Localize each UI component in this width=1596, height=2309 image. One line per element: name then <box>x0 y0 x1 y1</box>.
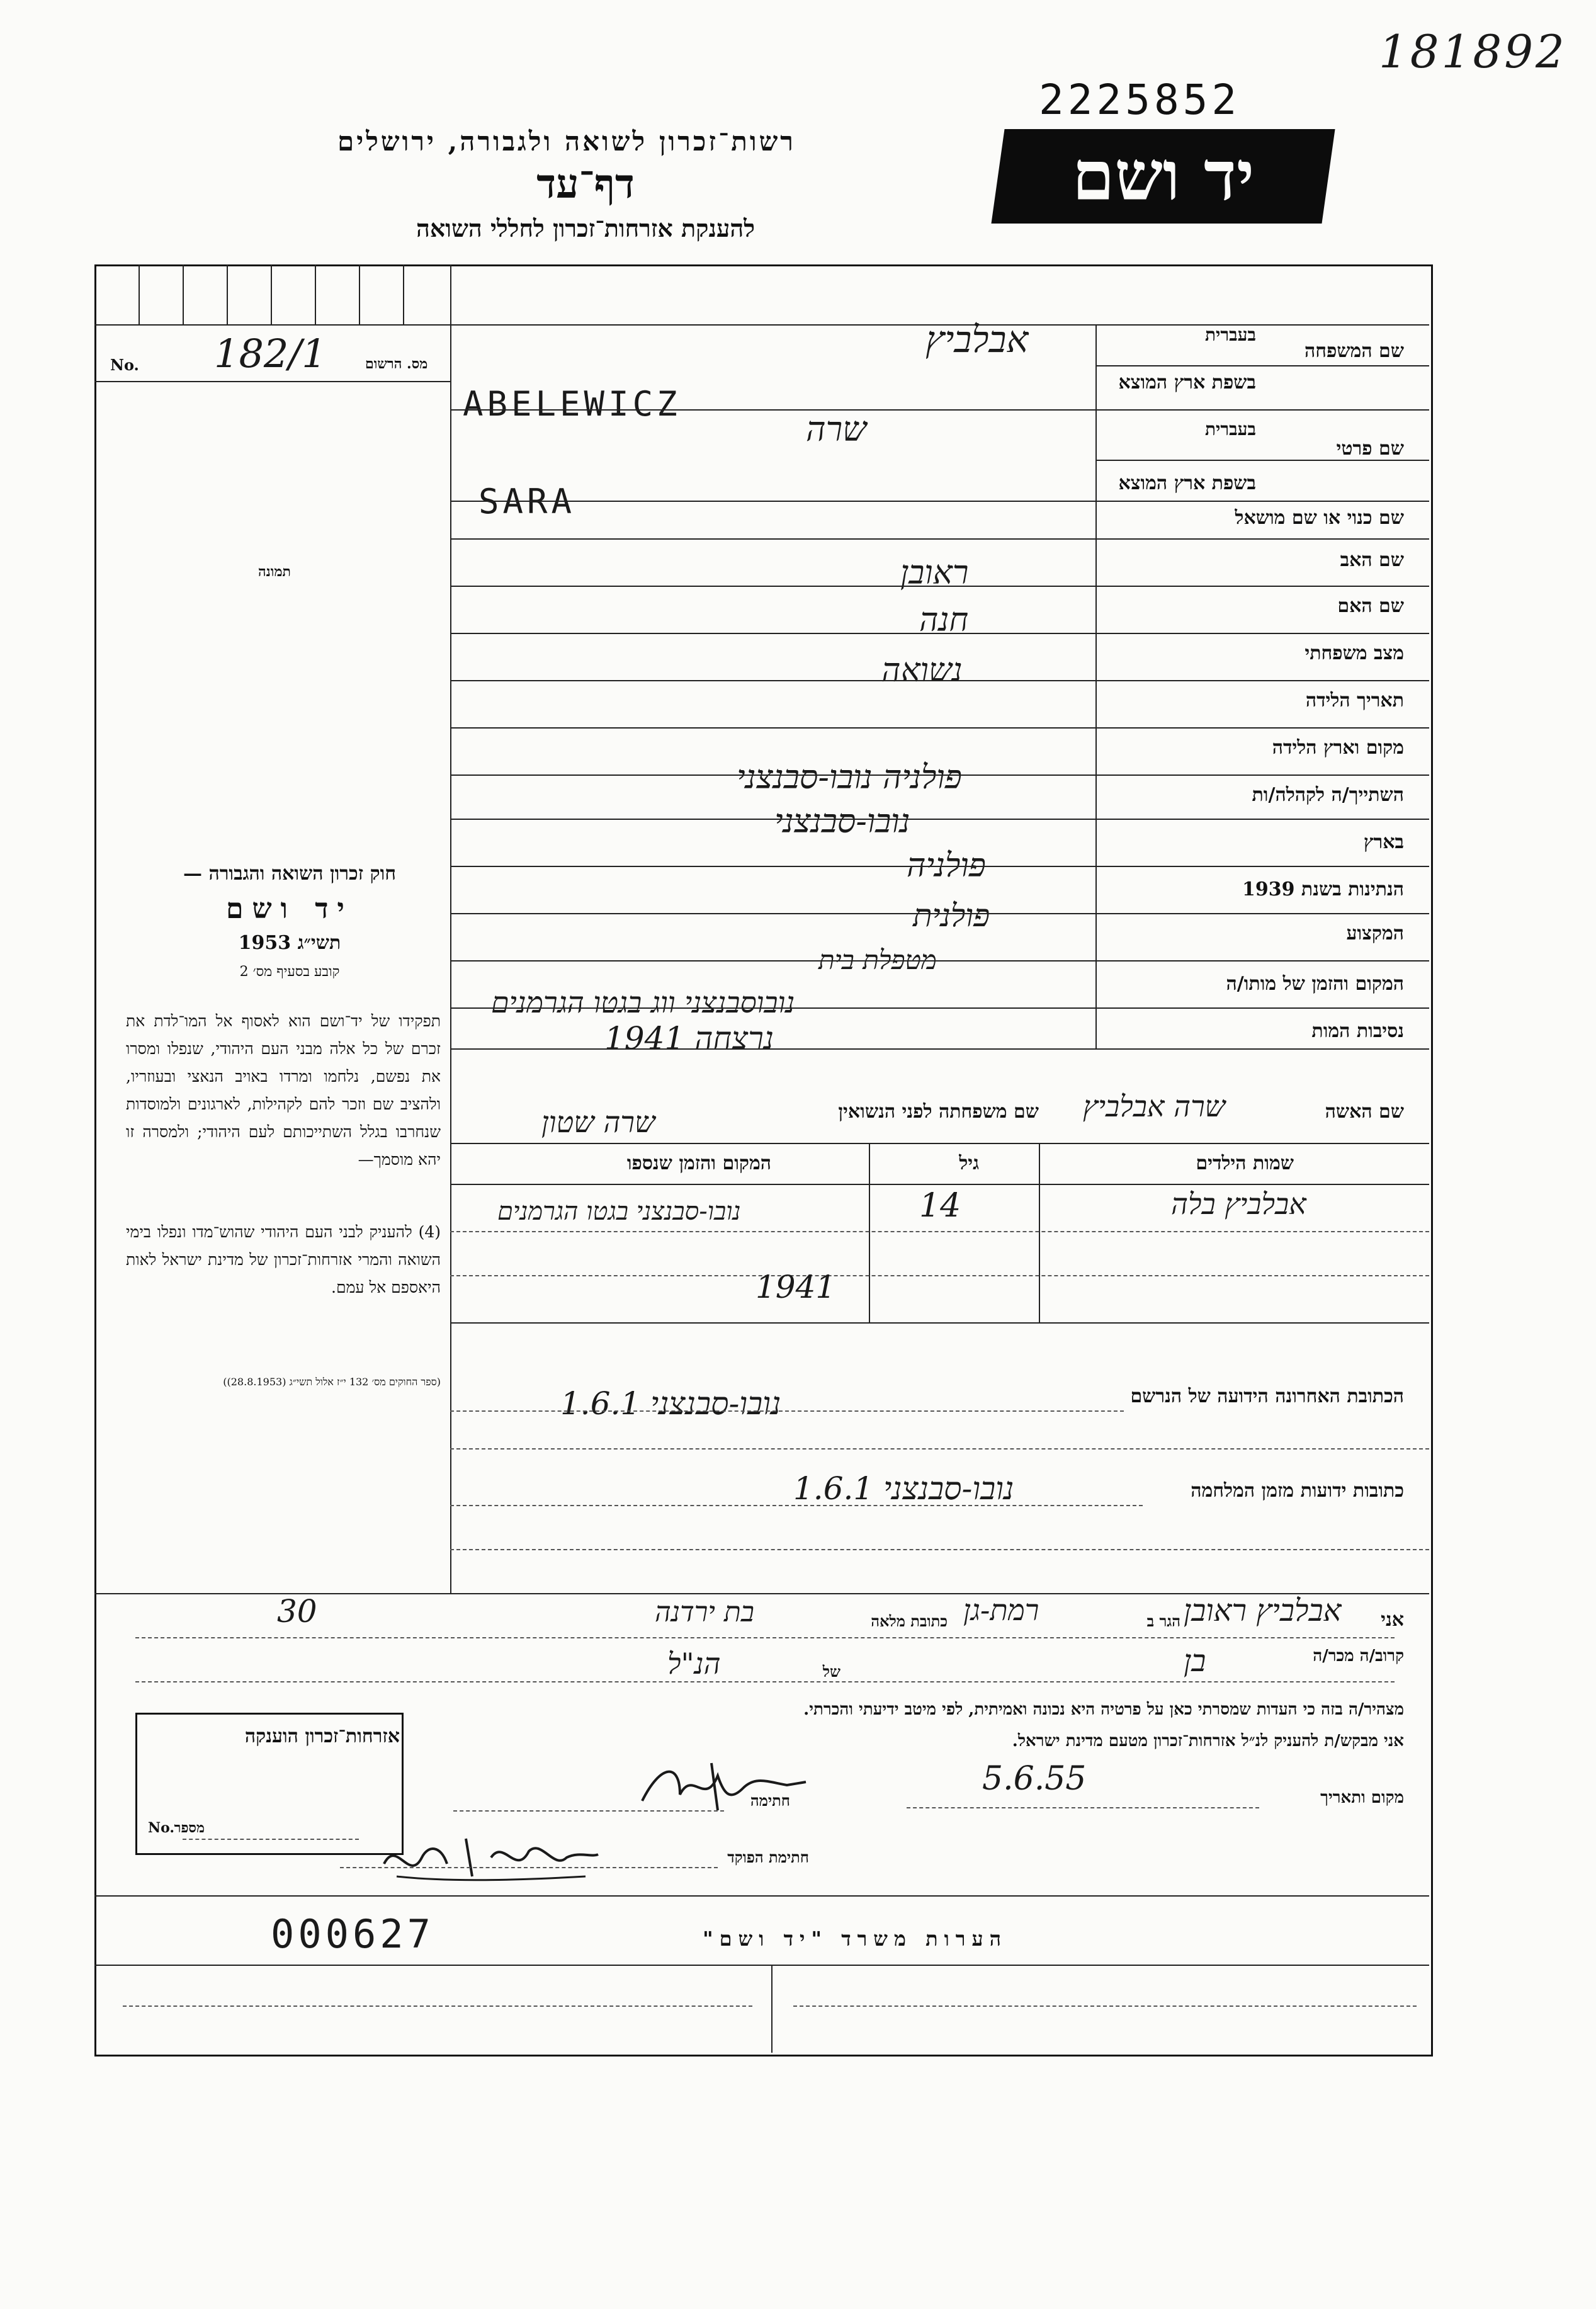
first-name-label: שם פרטי <box>1336 438 1404 460</box>
label-column-divider <box>1095 324 1097 1048</box>
father-name-label: שם האב <box>1340 549 1404 571</box>
serial-number: 2225852 <box>1039 76 1241 124</box>
child-death-place: נובו-סבנצני בגטו הגרמנים <box>497 1197 741 1226</box>
authority-name: רשות־זכרון לשואה ולגבורה, ירושלים <box>337 126 796 157</box>
last-address-value: נובו-סבנצני 1.6.1 <box>560 1385 781 1422</box>
children-header-age: גיל <box>959 1152 979 1174</box>
photo-label: תמונה <box>258 564 291 580</box>
family-name-hebrew-value: אבלביץ <box>925 318 1029 361</box>
left-column-divider <box>450 264 451 1593</box>
family-name-label: שם המשפחה <box>1304 340 1404 362</box>
children-header-place: המקום והזמן שנספו <box>626 1152 771 1174</box>
maiden-name-label: שם משפחתה לפני הנשואין <box>838 1101 1039 1123</box>
maiden-name-value: שרה שטון <box>541 1105 655 1139</box>
country-label: בארץ <box>1363 831 1404 853</box>
date-value: 5.6.55 <box>982 1760 1087 1798</box>
family-name-origin-sublabel: בשפת ארץ המוצא <box>1118 372 1256 394</box>
law-paragraph-2: (4) להעניק לבני העם היהודי שהוש־מדו ונפלו בימי השואה והמרי אזרחות־זכרון של מדינת ישראל לאות היאספם אל עמם. <box>126 1223 441 1296</box>
first-name-hebrew-value: שרה <box>806 409 867 449</box>
law-title: חוק זכרון השואה והגבורה — <box>183 863 396 885</box>
of-value: הנ"ל <box>667 1647 721 1681</box>
death-cause-label: נסיבות המות <box>1311 1020 1404 1042</box>
archive-number-stamp: 181892 <box>1379 25 1567 78</box>
law-paragraph-1: תפקידו של יד־ושם הוא לאסוף אל המו־לדת את זכרם של כל אלה מבני העם היהודי, שנפלו ומסרו את נפשם, נלחמו ומרדו באויב הנאצי ובעוזריו, ולהציב שם וזכר להם לקהילות, לארגונים ולמוסדות שנחרבו בגלל השתייכותם לעם היהודי; ולמסרה זו יהא מוסמך— <box>126 1012 441 1169</box>
profession-value: מטפלת בית <box>818 945 937 975</box>
registration-number: 182/1 <box>214 331 327 377</box>
logo-text: יד ושם <box>1072 136 1255 216</box>
law-section: קובע בסעיף מס׳ 2 <box>239 964 340 980</box>
child-death-year: 1941 <box>756 1269 836 1305</box>
form-subtitle: להענקת אזרחות־זכרון לחללי השואה <box>416 214 756 242</box>
nickname-label: שם כנוי או שם מושאל <box>1235 507 1404 529</box>
first-name-origin-sublabel: בשפת ארץ המוצא <box>1118 472 1256 494</box>
law-citation: (ספר החוקים מס׳ 132 י״ז אלול תשי״ג (28.8.1953)) <box>223 1376 441 1388</box>
signature-label: חתימה <box>750 1791 790 1810</box>
registration-no-label: No. <box>110 356 139 374</box>
death-place-label: המקום והזמן של מותו/ה <box>1226 973 1404 995</box>
place-date-label: מקום ותאריך <box>1320 1788 1404 1807</box>
full-address-label: כתובת מלאה <box>871 1612 948 1630</box>
birthplace-value: פולניה נובו-סבנצני <box>737 759 962 797</box>
declarant-i-label: אני <box>1381 1609 1404 1631</box>
spouse-value: שרה אבלביץ <box>1083 1089 1226 1123</box>
father-name-value: ראובן <box>900 554 969 592</box>
child-name: אבלביץ בלה <box>1171 1187 1306 1221</box>
house-number-value: 30 <box>277 1593 317 1630</box>
marital-status-label: מצב משפחתי <box>1305 642 1404 664</box>
relation-label: קרוב/ה מכר/ה <box>1313 1647 1404 1665</box>
declaration-request: אני מבקש/ת להעניק לנ״ל אזרחות־זכרון מטעם מדינת ישראל. <box>1012 1732 1404 1750</box>
law-year: תשי״ג 1953 <box>238 932 341 954</box>
spouse-label: שם האשה <box>1325 1101 1404 1123</box>
inspector-signature-label: חתימת הפוקד <box>727 1848 809 1866</box>
relation-value: בן <box>1184 1643 1206 1679</box>
marital-status-value: נשואה <box>881 652 963 689</box>
law-name: יד ושם <box>226 893 353 925</box>
war-address-value: נובו-סבנצני 1.6.1 <box>793 1470 1014 1507</box>
nationality-value: פולנית <box>913 897 990 934</box>
inspector-signature <box>378 1820 604 1892</box>
yad-vashem-logo <box>991 129 1335 224</box>
last-address-label: הכתובת האחרונה הידועה של הנרשם <box>1130 1385 1404 1407</box>
of-label: של <box>822 1662 840 1681</box>
child-age: 14 <box>919 1187 961 1225</box>
declaration-statement: מצהיר/ה בזה כי העדות שמסרתי כאן על פרטיה היא נכונה ואמיתית, לפי מיטב ידיעתי והכרתי. <box>803 1700 1404 1719</box>
citizenship-number-label: מספר <box>174 1820 205 1836</box>
form-title: דף־עד <box>536 161 635 208</box>
street-value: בת ירדנה <box>655 1596 754 1628</box>
family-name-hebrew-sublabel: בעברית <box>1204 324 1256 345</box>
death-cause-value: נרצחה 1941 <box>604 1020 774 1057</box>
mother-name-value: חנה <box>919 601 969 639</box>
birthdate-label: תאריך הלידה <box>1305 689 1404 712</box>
community-label: השתייך/ה לקהלה/ות <box>1252 784 1404 806</box>
mother-name-label: שם האם <box>1337 595 1404 617</box>
declarant-name-value: אבלביץ ראובן <box>1184 1593 1342 1628</box>
office-number: 000627 <box>271 1911 434 1957</box>
first-name-hebrew-sublabel: בעברית <box>1204 419 1256 440</box>
birthplace-label: מקום וארץ הלידה <box>1272 737 1404 759</box>
city-value: רמת-גן <box>963 1593 1039 1627</box>
nationality-label: הנתינות בשנת 1939 <box>1242 878 1404 900</box>
community-value: נובו-סבנצני <box>774 803 910 841</box>
citizenship-box-title: אזרחות־זכרון הוענקה <box>244 1725 400 1747</box>
citizenship-no-label: No. <box>148 1820 175 1836</box>
death-place-value: נובוסבנצני ווג בגטו הגרמנים <box>491 985 795 1019</box>
first-name-origin-value: SARA <box>478 482 576 521</box>
resident-label: הגר ב <box>1146 1612 1180 1630</box>
country-value: פולניה <box>907 847 986 885</box>
family-name-origin-value: ABELEWICZ <box>463 384 681 424</box>
office-remarks-label: הערות משרד "יד ושם" <box>702 1927 1007 1951</box>
profession-label: המקצוע <box>1346 922 1404 945</box>
war-address-label: כתובות ידועות מזמן המלחמה <box>1191 1480 1404 1502</box>
children-header-name: שמות הילדים <box>1196 1152 1294 1174</box>
registration-label: מס. הרשום <box>365 356 428 372</box>
